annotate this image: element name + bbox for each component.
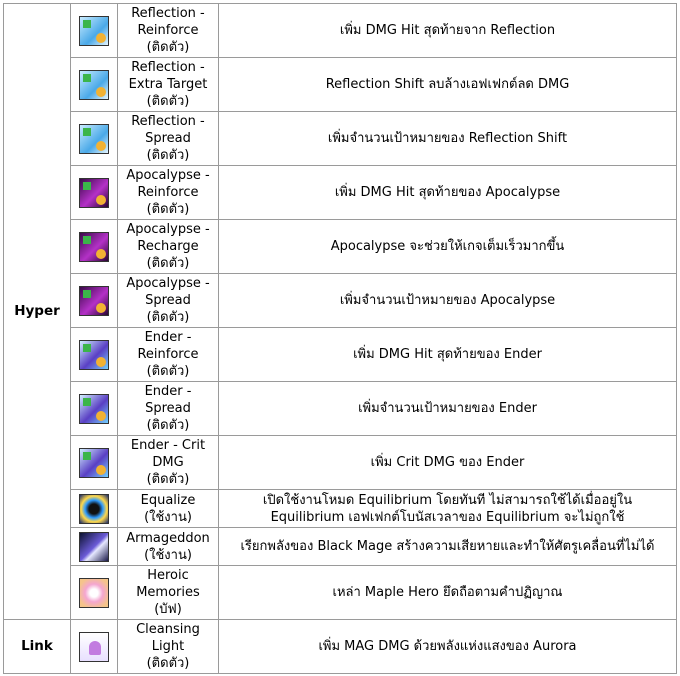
skill-name-line: Apocalypse - — [126, 276, 210, 291]
skill-description: เพิ่มจำนวนเป้าหมายของ Reflection Shift — [219, 112, 677, 166]
skill-name — [118, 220, 219, 274]
ender-spread-icon — [79, 394, 109, 424]
skill-row — [4, 220, 677, 274]
skill-icon-cell — [71, 528, 118, 566]
skill-description: Apocalypse จะช่วยให้เกจเต็มเร็วมากขึ้น — [219, 220, 677, 274]
skill-description: เหล่า Maple Hero ยึดถือตามคำปฏิญาณ — [219, 566, 677, 620]
skill-row — [4, 58, 677, 112]
skill-name — [118, 436, 219, 490]
skill-icon-cell — [71, 490, 118, 528]
skill-description: เพิ่ม Crit DMG ของ Ender — [219, 436, 677, 490]
skill-name — [118, 166, 219, 220]
skill-icon-cell — [71, 436, 118, 490]
skill-description: เพิ่มจำนวนเป้าหมายของ Ender — [219, 382, 677, 436]
category-link: Link — [4, 620, 71, 674]
skill-icon-cell — [71, 274, 118, 328]
skill-name — [118, 528, 219, 566]
skill-row — [4, 566, 677, 620]
skill-name-line: (ใช้งาน) — [144, 547, 192, 563]
equalize-icon — [79, 494, 109, 524]
skill-name — [118, 490, 219, 528]
skill-name-line: Reflection - — [131, 60, 205, 75]
skill-icon-cell — [71, 566, 118, 620]
skill-name-line: Reflection - — [131, 6, 205, 21]
skill-icon-cell — [71, 112, 118, 166]
skill-name-line: DMG — [152, 455, 184, 470]
skill-name-line: Armageddon — [126, 530, 210, 546]
skill-name-line: Reinforce — [137, 23, 199, 38]
skill-icon-cell — [71, 4, 118, 58]
skill-name-line: Reflection - — [131, 114, 205, 129]
skill-row — [4, 328, 677, 382]
skill-row — [4, 112, 677, 166]
cleansing-light-icon — [79, 632, 109, 662]
skill-description: Reflection Shift ลบล้างเอฟเฟกต์ลด DMG — [219, 58, 677, 112]
skill-row — [4, 490, 677, 528]
skill-name-line: Spread — [145, 401, 191, 416]
skill-name-line: Reinforce — [137, 347, 199, 362]
skill-name-line: Ender - — [144, 384, 192, 399]
skill-row — [4, 4, 677, 58]
skill-row — [4, 620, 677, 674]
skill-name — [118, 58, 219, 112]
reflection-spread-icon — [79, 124, 109, 154]
skill-description: เรียกพลังของ Black Mage สร้างความเสียหายและทำให้ศัตรูเคลื่อนที่ไม่ได้ — [219, 528, 677, 566]
skill-name-line: (ติดตัว) — [146, 656, 190, 671]
skill-icon-cell — [71, 58, 118, 112]
skill-name — [118, 274, 219, 328]
skill-name — [118, 112, 219, 166]
skill-name-line: Cleansing — [136, 622, 200, 637]
skill-row — [4, 528, 677, 566]
skill-name-line: Extra Target — [128, 77, 208, 92]
skill-name — [118, 328, 219, 382]
skill-name-line: Ender - Crit — [130, 438, 206, 453]
skill-description: เพิ่ม DMG Hit สุดท้ายของ Apocalypse — [219, 166, 677, 220]
skill-icon-cell — [71, 220, 118, 274]
skill-name-line: (ติดตัว) — [146, 256, 190, 271]
skill-name-line: (ติดตัว) — [146, 148, 190, 163]
skill-icon-cell — [71, 328, 118, 382]
skill-description: เปิดใช้งานโหมด Equilibrium โดยทันที ไม่สามารถใช้ได้เมื่ออยู่ใน Equilibrium เอฟเฟกต์โบนัสเวลาของ Equilibrium จะไม่ถูกใช้ — [219, 490, 677, 528]
skill-row — [4, 436, 677, 490]
heroic-memories-icon — [79, 578, 109, 608]
skill-name-line: (ติดตัว) — [146, 310, 190, 325]
ender-crit-dmg-icon — [79, 448, 109, 478]
skill-name-line: (ติดตัว) — [146, 364, 190, 379]
skill-name-line: (ติดตัว) — [146, 94, 190, 109]
skill-name-line: Spread — [145, 293, 191, 308]
skill-name-line: Heroic — [147, 568, 189, 583]
skill-row — [4, 382, 677, 436]
skill-description: เพิ่ม DMG Hit สุดท้ายของ Ender — [219, 328, 677, 382]
skill-name — [118, 4, 219, 58]
skill-name-line: Light — [151, 639, 185, 654]
skill-name-line: Equalize — [140, 492, 196, 508]
ender-reinforce-icon — [79, 340, 109, 370]
apocalypse-spread-icon — [79, 286, 109, 316]
skill-name-line: (ติดตัว) — [146, 202, 190, 217]
category-hyper: Hyper — [4, 4, 71, 620]
skill-table — [3, 3, 677, 674]
skill-name-line: Recharge — [137, 239, 199, 254]
reflection-extra-target-icon — [79, 70, 109, 100]
skill-name-line: (ติดตัว) — [146, 418, 190, 433]
skill-description: เพิ่ม DMG Hit สุดท้ายจาก Reflection — [219, 4, 677, 58]
skill-row — [4, 166, 677, 220]
skill-name-line: Reinforce — [137, 185, 199, 200]
skill-name-line: Apocalypse - — [126, 222, 210, 237]
skill-name-line: (บัฟ) — [154, 602, 182, 617]
skill-icon-cell — [71, 166, 118, 220]
skill-icon-cell — [71, 382, 118, 436]
skill-name-line: Apocalypse - — [126, 168, 210, 183]
reflection-reinforce-icon — [79, 16, 109, 46]
skill-description: เพิ่มจำนวนเป้าหมายของ Apocalypse — [219, 274, 677, 328]
skill-name — [118, 620, 219, 674]
skill-name-line: (ใช้งาน) — [144, 509, 192, 525]
skill-name-line: (ติดตัว) — [146, 40, 190, 55]
skill-description: เพิ่ม MAG DMG ด้วยพลังแห่งแสงของ Aurora — [219, 620, 677, 674]
skill-name — [118, 566, 219, 620]
skill-name-line: Ender - — [144, 330, 192, 345]
skill-name-line: (ติดตัว) — [146, 472, 190, 487]
skill-name-line: Memories — [136, 585, 200, 600]
apocalypse-reinforce-icon — [79, 178, 109, 208]
apocalypse-recharge-icon — [79, 232, 109, 262]
skill-icon-cell — [71, 620, 118, 674]
skill-row — [4, 274, 677, 328]
armageddon-icon — [79, 532, 109, 562]
skill-name-line: Spread — [145, 131, 191, 146]
skill-name — [118, 382, 219, 436]
